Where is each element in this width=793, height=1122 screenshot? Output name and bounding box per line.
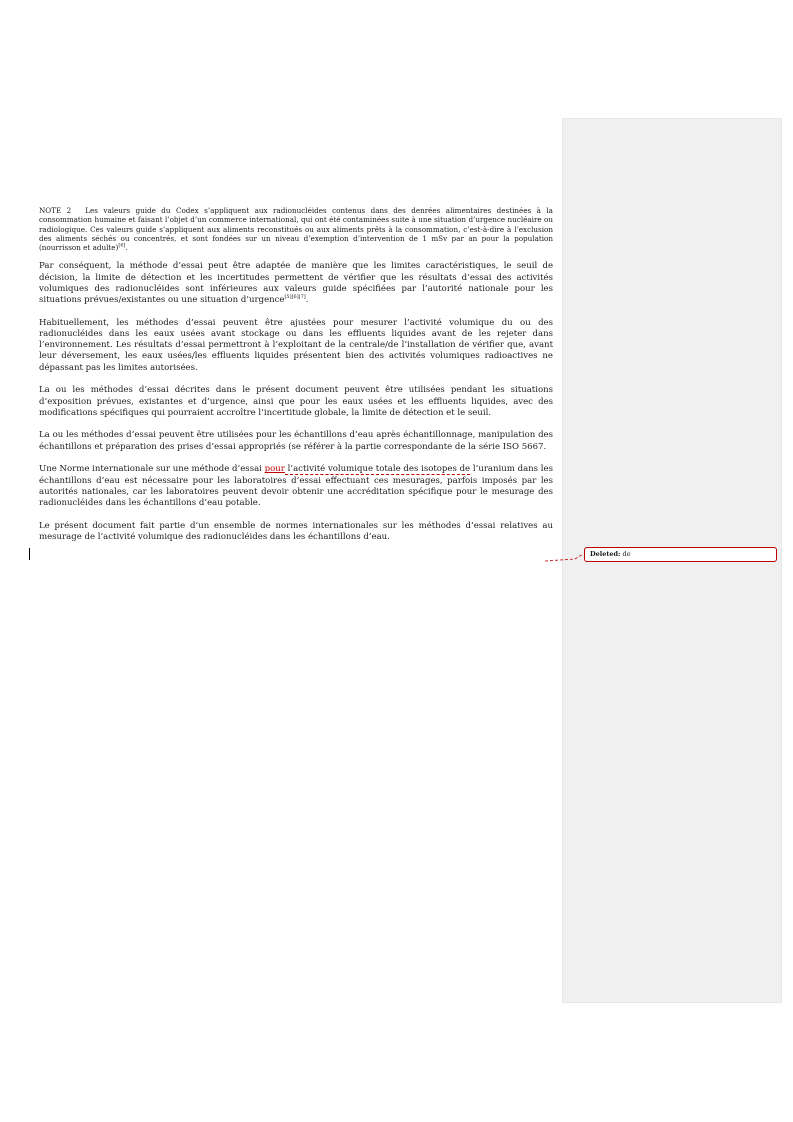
- note-reference[interactable]: [6]: [118, 242, 126, 249]
- note-2: NOTE 2 Les valeurs guide du Codex s’appliquent aux radionucléides contenus dans des denrées alimentaires destinées à la consommation humaine et faisant l’objet d’un commerce international, qui ont été contaminées suite à une situation d’urgence nucléaire ou radiologique. Ces valeurs guide s’appliquent aux aliments reconstitués ou aux aliments prêts à la consommation, c’est-à-dire à l’exclusion des aliments séchés ou concentrés, et sont fondées sur un niveau d’exemption d’intervention de 1 mSv par an pour la population (nourrisson et adulte)[6].: [39, 206, 553, 253]
- document-body[interactable]: [39, 206, 553, 555]
- paragraph-sampling: La ou les méthodes d’essai peuvent être utilisées pour les échantillons d’eau après échantillonnage, manipulation des échantillons et préparation des prises d’essai appropriés (se référer à la partie correspondante de la série ISO 5667.: [39, 430, 553, 452]
- paragraph-exposure-situations: La ou les méthodes d’essai décrites dans le présent document peuvent être utilisées pendant les situations d’exposition prévues, existantes et d’urgence, ainsi que pour les eaux usées et les effluents liquides, avec des modifications spécifiques qui pourraient accroître l’incertitude globale, la limite de détection et le seuil.: [39, 385, 553, 418]
- note-text: Les valeurs guide du Codex s’appliquent aux radionucléides contenus dans des denrées alimentaires destinées à la consommation humaine et faisant l’objet d’un commerce international, qui ont été contaminées suite à une situation d’urgence nucléaire ou radiologique. Ces valeurs guide s’appliquent aux aliments reconstitués ou aux aliments prêts à la consommation, c’est-à-dire à l’exclusion des aliments séchés ou concentrés, et sont fondées sur un niveau d’exemption d’intervention de 1 mSv par an pour la population (nourrisson et adulte): [39, 206, 553, 253]
- paragraph-usual-methods: Habituellement, les méthodes d’essai peuvent être ajustées pour mesurer l’activité volumique du ou des radionucléides dans les eaux usées avant stockage ou dans les effluents liquides avant de les rejeter dans l’environnement. Les résultats d’essai permettront à l’exploitant de la centrale/de l’installation de vérifier que, avant leur déversement, les eaux usées/les effluents liquides présentent bien des activités volumiques radioactives ne dépassant pas les limites autorisées.: [39, 317, 553, 373]
- paragraph-reference[interactable]: [5][6][7]: [284, 294, 306, 301]
- note-label: NOTE 2: [39, 206, 72, 215]
- inserted-text[interactable]: pour: [264, 464, 285, 475]
- deletion-anchor-text: l’activité volumique totale des isotopes de: [284, 464, 471, 475]
- deletion-balloon[interactable]: [584, 547, 777, 562]
- change-bar: [29, 548, 30, 560]
- balloon-label: Deleted:: [590, 550, 621, 558]
- paragraph-consequence: Par conséquent, la méthode d’essai peut être adaptée de manière que les limites caractéristiques, le seuil de décision, la limite de détection et les incertitudes permettent de vérifier que les résultats d’essai des activités volumiques des radionucléides sont inférieures aux valeurs guide spécifiées par l’autorité nationale pour les situations prévues/existantes ou une situation d’urgence[5][6][7].: [39, 261, 553, 306]
- balloon-value: de: [622, 550, 631, 558]
- paragraph-series: Le présent document fait partie d’un ensemble de normes internationales sur les méthodes d’essai relatives au mesurage de l’activité volumique des radionucléides dans les échantillons d’eau.: [39, 520, 553, 542]
- paragraph-tracked-change: Une Norme internationale sur une méthode d’essai pour l’activité volumique totale des isotopes de l’uranium dans les échantillons d’eau est nécessaire pour les laboratoires d’essai effectuant ces mesurages, parfois imposés par les autorités nationales, car les laboratoires peuvent devoir obtenir une accréditation spécifique pour le mesurage des radionucléides dans les échantillons d’eau potable.: [39, 464, 553, 508]
- comment-leader-line: [545, 553, 583, 562]
